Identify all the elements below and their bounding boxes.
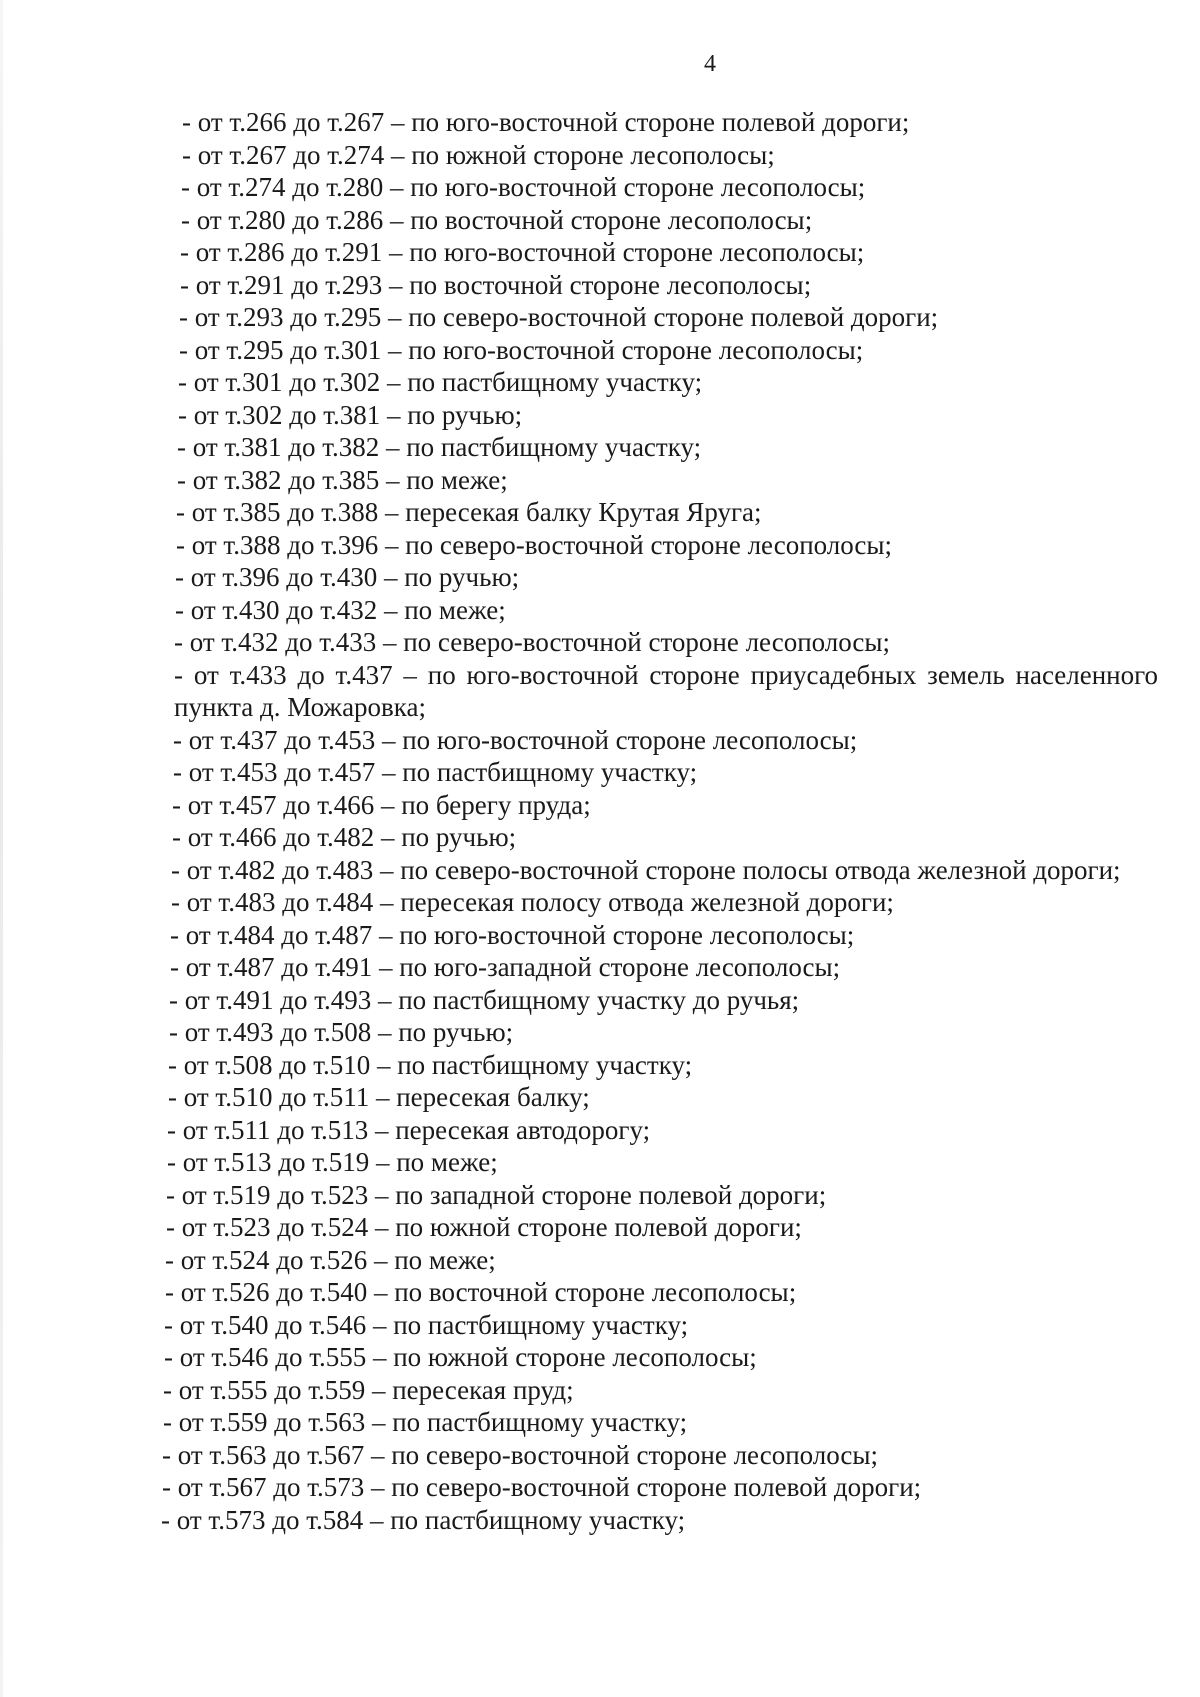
list-item: - от т.510 до т.511 – пересекая балку; xyxy=(168,1082,590,1112)
page-number: 4 xyxy=(704,51,716,77)
list-item: - от т.513 до т.519 – по меже; xyxy=(167,1147,498,1177)
list-item: - от т.483 до т.484 – пересекая полосу отвода железной дороги; xyxy=(171,887,894,917)
list-item: - от т.437 до т.453 – по юго-восточной стороне лесополосы; xyxy=(173,724,858,755)
list-item: - от т.430 до т.432 – по меже; xyxy=(175,594,506,625)
list-item: - от т.302 до т.381 – по ручью; xyxy=(178,399,523,430)
list-item: - от т.293 до т.295 – по северо-восточной стороне полевой дороги; xyxy=(179,302,939,332)
list-item: - от т.508 до т.510 – по пастбищному участку; xyxy=(168,1049,693,1080)
list-item: - от т.381 до т.382 – по пастбищному участку; xyxy=(177,432,702,462)
list-item: - от т.301 до т.302 – по пастбищному участку; xyxy=(178,367,703,397)
list-item: - от т.519 до т.523 – по западной стороне полевой дороги; xyxy=(166,1179,827,1210)
list-item: - от т.453 до т.457 – по пастбищному участку; xyxy=(173,757,698,787)
list-item: - от т.466 до т.482 – по ручью; xyxy=(172,822,517,852)
list-item: - от т.511 до т.513 – пересекая автодорогу; xyxy=(167,1114,651,1145)
list-item: - от т.457 до т.466 – по берегу пруда; xyxy=(172,789,591,820)
list-item: - от т.573 до т.584 – по пастбищному участку; xyxy=(161,1504,686,1535)
list-item: - от т.559 до т.563 – по пастбищному участку; xyxy=(163,1407,688,1437)
list-item: - от т.555 до т.559 – пересекая пруд; xyxy=(163,1374,574,1405)
list-item: - от т.524 до т.526 – по меже; xyxy=(165,1244,496,1275)
list-item: - от т.484 до т.487 – по юго-восточной стороне лесополосы; xyxy=(170,919,855,950)
list-item: - от т.286 до т.291 – по юго-восточной стороне лесополосы; xyxy=(180,237,865,267)
list-item: - от т.540 до т.546 – по пастбищному участку; xyxy=(164,1309,689,1340)
list-item: - от т.382 до т.385 – по меже; xyxy=(177,464,508,495)
list-item: - от т.546 до т.555 – по южной стороне лесополосы; xyxy=(164,1342,757,1372)
list-item: - от т.388 до т.396 – по северо-восточной стороне лесополосы; xyxy=(176,529,893,560)
list-item: - от т.482 до т.483 – по северо-восточной стороне полосы отвода железной дороги; xyxy=(171,854,1121,885)
list-item: - от т.266 до т.267 – по юго-восточной стороне полевой дороги; xyxy=(182,107,910,137)
list-item: - от т.385 до т.388 – пересекая балку Крутая Яруга; xyxy=(176,497,762,527)
list-item: - от т.563 до т.567 – по северо-восточной стороне лесополосы; xyxy=(162,1439,879,1470)
list-item: - от т.274 до т.280 – по юго-восточной стороне лесополосы; xyxy=(181,172,866,202)
boundary-description-list xyxy=(0,106,1200,1536)
list-item: - от т.567 до т.573 – по северо-восточной стороне полевой дороги; xyxy=(162,1472,922,1502)
list-item: - от т.487 до т.491 – по юго-западной стороне лесополосы; xyxy=(170,952,841,982)
list-item: - от т.396 до т.430 – по ручью; xyxy=(175,562,520,592)
list-item: - от т.491 до т.493 – по пастбищному участку до ручья; xyxy=(169,984,800,1015)
list-item: - от т.433 до т.437 – по юго-восточной стороне приусадебных земель населенного пункта д. Можаровка; xyxy=(174,659,1158,722)
list-item: - от т.295 до т.301 – по юго-восточной стороне лесополосы; xyxy=(179,334,864,365)
list-item: - от т.526 до т.540 – по восточной стороне лесополосы; xyxy=(165,1277,797,1307)
list-item: - от т.523 до т.524 – по южной стороне полевой дороги; xyxy=(166,1212,802,1242)
list-item: - от т.291 до т.293 – по восточной стороне лесополосы; xyxy=(180,269,812,300)
list-item: - от т.432 до т.433 – по северо-восточной стороне лесополосы; xyxy=(174,627,891,657)
list-item: - от т.493 до т.508 – по ручью; xyxy=(169,1017,514,1047)
list-item: - от т.267 до т.274 – по южной стороне лесополосы; xyxy=(182,139,775,170)
list-item: - от т.280 до т.286 – по восточной стороне лесополосы; xyxy=(181,204,813,235)
